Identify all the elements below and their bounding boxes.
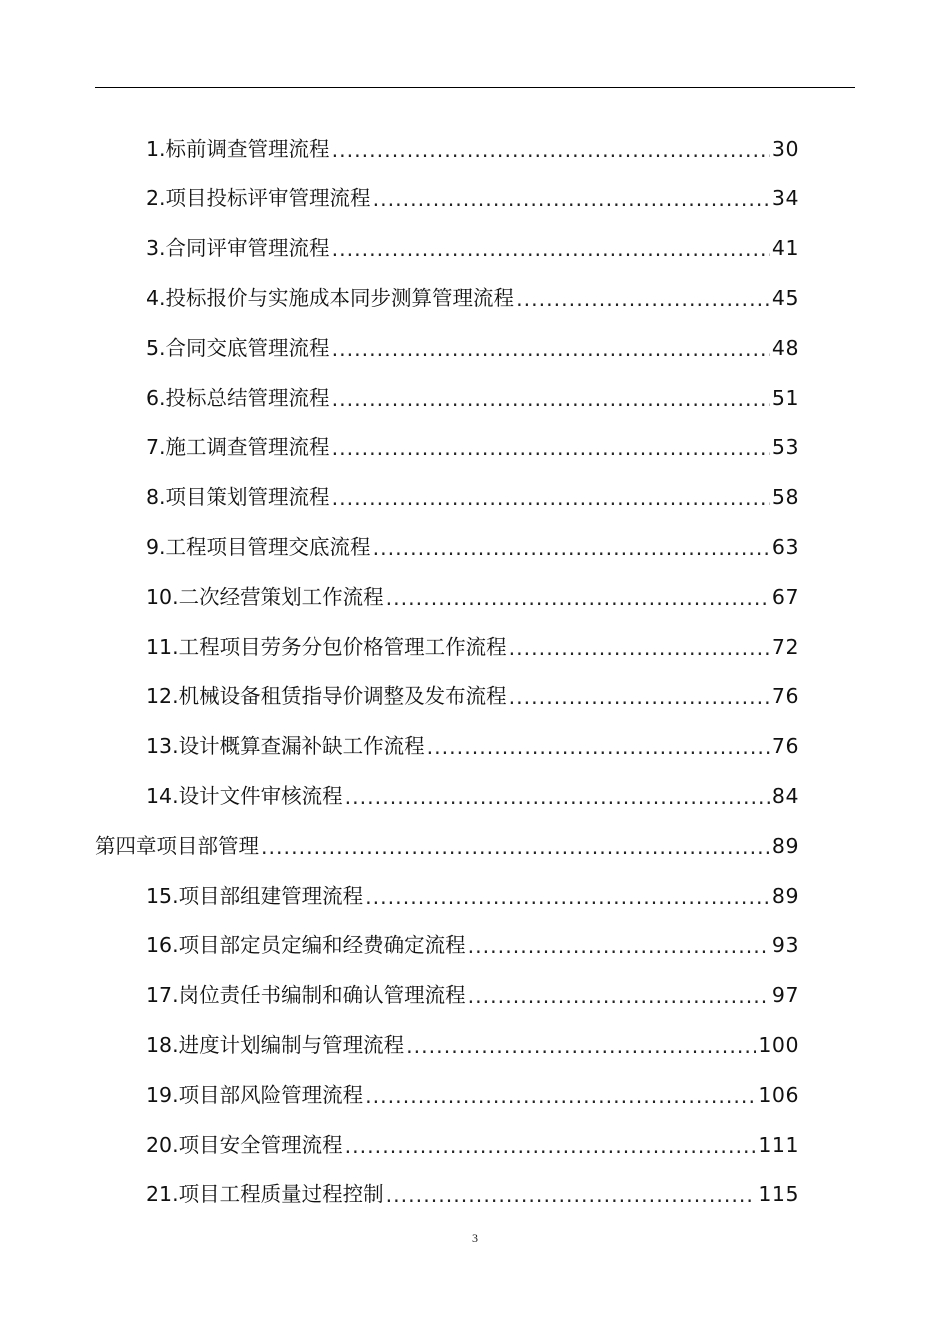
toc-entry-title[interactable]: 16.项目部定员定编和经费确定流程 (146, 933, 466, 958)
toc-entry-page[interactable]: 89 (771, 833, 799, 858)
toc-dot-leader (332, 438, 770, 459)
toc-entry[interactable] (0, 224, 799, 274)
toc-entry[interactable] (0, 622, 799, 672)
toc-dot-leader (386, 1185, 757, 1206)
toc-entry-title[interactable]: 9.工程项目管理交底流程 (146, 535, 371, 560)
toc-chapter-entry[interactable] (0, 821, 799, 871)
toc-entry[interactable] (0, 1170, 799, 1220)
toc-entry-page[interactable]: 100 (758, 1032, 799, 1057)
toc-entry-title[interactable]: 1.标前调查管理流程 (146, 136, 330, 161)
toc-entry-title[interactable]: 21.项目工程质量过程控制 (146, 1182, 384, 1207)
toc-entry-page[interactable]: 45 (771, 286, 799, 311)
toc-entry[interactable] (0, 373, 799, 423)
toc-entry-title[interactable]: 第四章项目部管理 (95, 833, 259, 858)
toc-entry[interactable] (0, 473, 799, 523)
toc-entry-title[interactable]: 14.设计文件审核流程 (146, 784, 343, 808)
toc-dot-leader (261, 837, 770, 858)
toc-entry[interactable] (0, 522, 799, 572)
toc-entry-title[interactable]: 12.机械设备租赁指导价调整及发布流程 (146, 684, 507, 709)
toc-dot-leader (332, 339, 770, 360)
toc-dot-leader (373, 538, 770, 559)
toc-entry-title[interactable]: 20.项目安全管理流程 (146, 1132, 343, 1157)
toc-entry-page[interactable]: 84 (771, 784, 799, 808)
page-number: 3 (472, 1231, 478, 1245)
toc-entry-page[interactable]: 63 (771, 535, 799, 560)
toc-dot-leader (345, 1136, 757, 1157)
toc-entry[interactable] (0, 921, 799, 971)
toc-entry-page[interactable]: 51 (771, 385, 799, 410)
toc-entry-title[interactable]: 3.合同评审管理流程 (146, 236, 330, 261)
toc-entry-title[interactable]: 4.投标报价与实施成本同步测算管理流程 (146, 286, 515, 311)
toc-entry-page[interactable]: 115 (758, 1182, 799, 1207)
header-rule (95, 87, 855, 88)
toc-entry-title[interactable]: 10.二次经营策划工作流程 (146, 584, 384, 609)
toc-entry[interactable] (0, 1120, 799, 1170)
toc-dot-leader (509, 638, 770, 659)
toc-dot-leader (509, 687, 770, 708)
toc-dot-leader (365, 887, 770, 908)
toc-entry-page[interactable]: 41 (771, 236, 799, 261)
toc-entry-title[interactable]: 19.项目部风险管理流程 (146, 1082, 364, 1107)
toc-entry[interactable] (0, 423, 799, 473)
toc-dot-leader (468, 986, 770, 1007)
toc-dot-leader (386, 588, 770, 609)
toc-entry[interactable] (0, 323, 799, 373)
toc-dot-leader (332, 488, 770, 509)
toc-entry-title[interactable]: 18.进度计划编制与管理流程 (146, 1032, 405, 1057)
toc-entry-page[interactable]: 67 (771, 584, 799, 609)
toc-entry[interactable] (0, 572, 799, 622)
toc-entry-page[interactable]: 111 (758, 1132, 799, 1157)
toc-dot-leader (345, 787, 770, 808)
toc-entry-title[interactable]: 7.施工调查管理流程 (146, 435, 330, 460)
toc-entry-title[interactable]: 5.合同交底管理流程 (146, 335, 330, 360)
toc-entry-title[interactable]: 2.项目投标评审管理流程 (146, 186, 371, 211)
toc-entry[interactable] (0, 771, 799, 821)
toc-entry-page[interactable]: 48 (771, 335, 799, 360)
toc-entry-page[interactable]: 76 (771, 734, 799, 759)
toc-entry-page[interactable]: 76 (771, 684, 799, 709)
toc-entry-title[interactable]: 8.项目策划管理流程 (146, 485, 330, 510)
toc-dot-leader (332, 389, 770, 410)
toc-entry-title[interactable]: 15.项目部组建管理流程 (146, 883, 364, 908)
toc-dot-leader (516, 289, 770, 310)
toc-dot-leader (365, 1086, 756, 1107)
toc-entry[interactable] (0, 1020, 799, 1070)
toc-entry-page[interactable]: 93 (771, 933, 799, 958)
toc-entry-page[interactable]: 72 (771, 634, 799, 659)
toc-entry[interactable] (0, 174, 799, 224)
toc-dot-leader (332, 140, 770, 161)
toc-entry[interactable] (0, 124, 799, 174)
table-of-contents (0, 124, 950, 1220)
toc-dot-leader (427, 737, 770, 758)
toc-entry-page[interactable]: 89 (771, 883, 799, 908)
toc-dot-leader (406, 1036, 756, 1057)
toc-dot-leader (373, 189, 770, 210)
toc-entry-title[interactable]: 11.工程项目劳务分包价格管理工作流程 (146, 634, 507, 659)
toc-entry-page[interactable]: 106 (758, 1082, 799, 1107)
toc-entry[interactable] (0, 1070, 799, 1120)
toc-entry-title[interactable]: 6.投标总结管理流程 (146, 385, 330, 410)
toc-entry-title[interactable]: 13.设计概算查漏补缺工作流程 (146, 734, 425, 759)
toc-entry-page[interactable]: 30 (771, 136, 799, 161)
toc-dot-leader (468, 936, 770, 957)
toc-entry[interactable] (0, 871, 799, 921)
toc-dot-leader (332, 239, 770, 260)
toc-entry-title[interactable]: 17.岗位责任书编制和确认管理流程 (146, 983, 466, 1008)
toc-entry[interactable] (0, 273, 799, 323)
toc-entry-page[interactable]: 53 (771, 435, 799, 460)
toc-entry-page[interactable]: 97 (771, 983, 799, 1008)
toc-entry[interactable] (0, 971, 799, 1021)
toc-entry[interactable] (0, 672, 799, 722)
toc-entry[interactable] (0, 722, 799, 772)
toc-entry-page[interactable]: 34 (771, 186, 799, 211)
toc-entry-page[interactable]: 58 (771, 485, 799, 510)
